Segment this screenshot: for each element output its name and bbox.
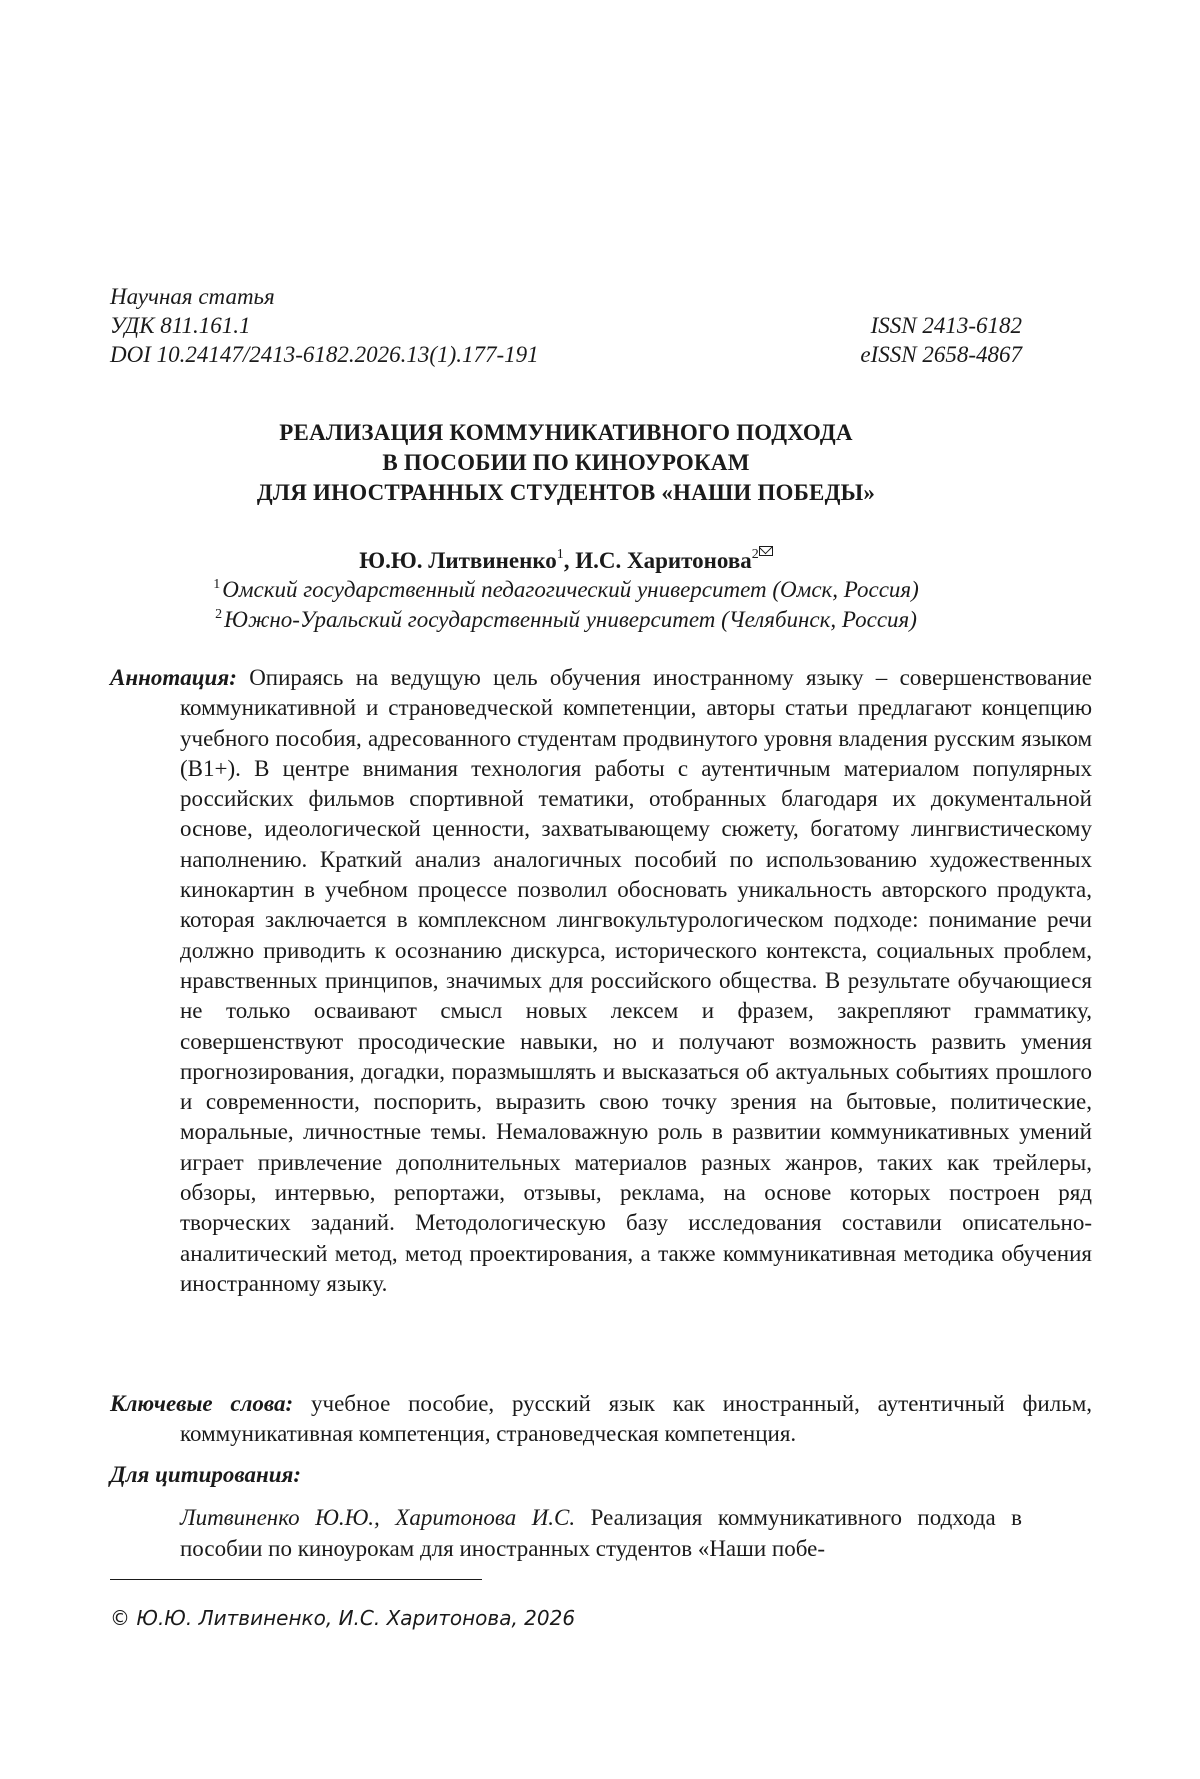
title-line-3: ДЛЯ ИНОСТРАННЫХ СТУДЕНТОВ «НАШИ ПОБЕДЫ» [256,480,876,505]
eissn: eISSN 2658-4867 [860,342,1022,367]
article-type: Научная статья [110,284,275,309]
citation-label: Для цитирования: [110,1462,302,1487]
abstract-label: Аннотация: [110,665,237,690]
author-1-affiliation-mark: 1 [556,547,564,562]
keywords-text: учебное пособие, русский язык как иностранный, аутентичный фильм, коммуникативная компетенция, страноведческая компетенция. [180,1391,1093,1447]
citation-authors: Литвиненко Ю.Ю., Харитонова И.С. [180,1505,576,1530]
keywords-label: Ключевые слова: [110,1391,294,1416]
title-line-1: РЕАЛИЗАЦИЯ КОММУНИКАТИВНОГО ПОДХОДА [279,420,853,445]
affiliation-2 [110,600,1022,635]
affiliation-1-mark: 1 [213,577,221,592]
footnote-divider [110,1579,482,1580]
envelope-icon [759,546,773,556]
affiliation-2-mark: 2 [215,607,223,622]
citation-text: Реализация коммуникативного подхода в пособии по киноурокам для иностранных студентов «Наши побе- [180,1505,1023,1561]
article-title [110,418,1022,508]
abstract-text: Опираясь на ведущую цель обучения иностранному языку – совершенствование коммуникативной и страноведческой компетенции, авторы статьи предлагают концепцию учебного пособия, адресованного студентам продвинутого уровня владения русским языком (B1+). В центре внимания технология работы с аутентичным материалом популярных российских фильмов спортивной тематики, отобранных благодаря их документальной основе, идеологической ценности, захватывающему сюжету, богатому лингвистическому наполнению. Краткий анализ аналогичных пособий по использованию художественных кинокартин в учебном процессе позволил обосновать уникальность авторского продукта, которая заключается в комплексном лингвокультурологическом подходе: понимание речи должно приводить к осознанию дискурса, исторического контекста, социальных проблем, нравственных принципов, значимых для российского общества. В результате обучающиеся не только осваивают смысл новых лексем и фразем, закрепляют грамматику, совершенствуют просодические навыки, но и получают возможность развить умения прогнозирования, догадки, поразмышлять и высказаться об актуальных событиях прошлого и современности, поспорить, выразить свою точку зрения на бытовые, политические, моральные, личностные темы. Немаловажную роль в развитии коммуникативных умений играет привлечение дополнительных материалов разных жанров, таких как трейлеры, обзоры, интервью, репортажи, отзывы, реклама, на основе которых построен ряд творческих заданий. Методологическую базу исследования составили описательно-аналитический метод, метод проектирования, а также коммуникативная методика обучения иностранному языку. [180,665,1093,1296]
author-2-affiliation-mark: 2 [751,547,759,562]
author-1: Ю.Ю. Литвиненко [359,548,557,573]
title-line-2: В ПОСОБИИ ПО КИНОУРОКАМ [382,450,750,475]
udc-code: УДК 811.161.1 [110,313,251,338]
affiliation-1-text: Омский государственный педагогический университет (Омск, Россия) [222,577,919,602]
keywords [110,1389,1092,1450]
article-metadata [110,282,1022,369]
copyright: © Ю.Ю. Литвиненко, И.С. Харитонова, 2026 [110,1606,576,1630]
affiliation-2-text: Южно-Уральский государственный университет (Челябинск, Россия) [224,607,917,632]
abstract [110,663,1092,1299]
doi: DOI 10.24147/2413-6182.2026.13(1).177-191 [110,342,539,367]
issn: ISSN 2413-6182 [870,313,1022,338]
citation [180,1502,1022,1564]
author-separator: , [563,548,576,573]
author-2: И.С. Харитонова [575,548,752,573]
